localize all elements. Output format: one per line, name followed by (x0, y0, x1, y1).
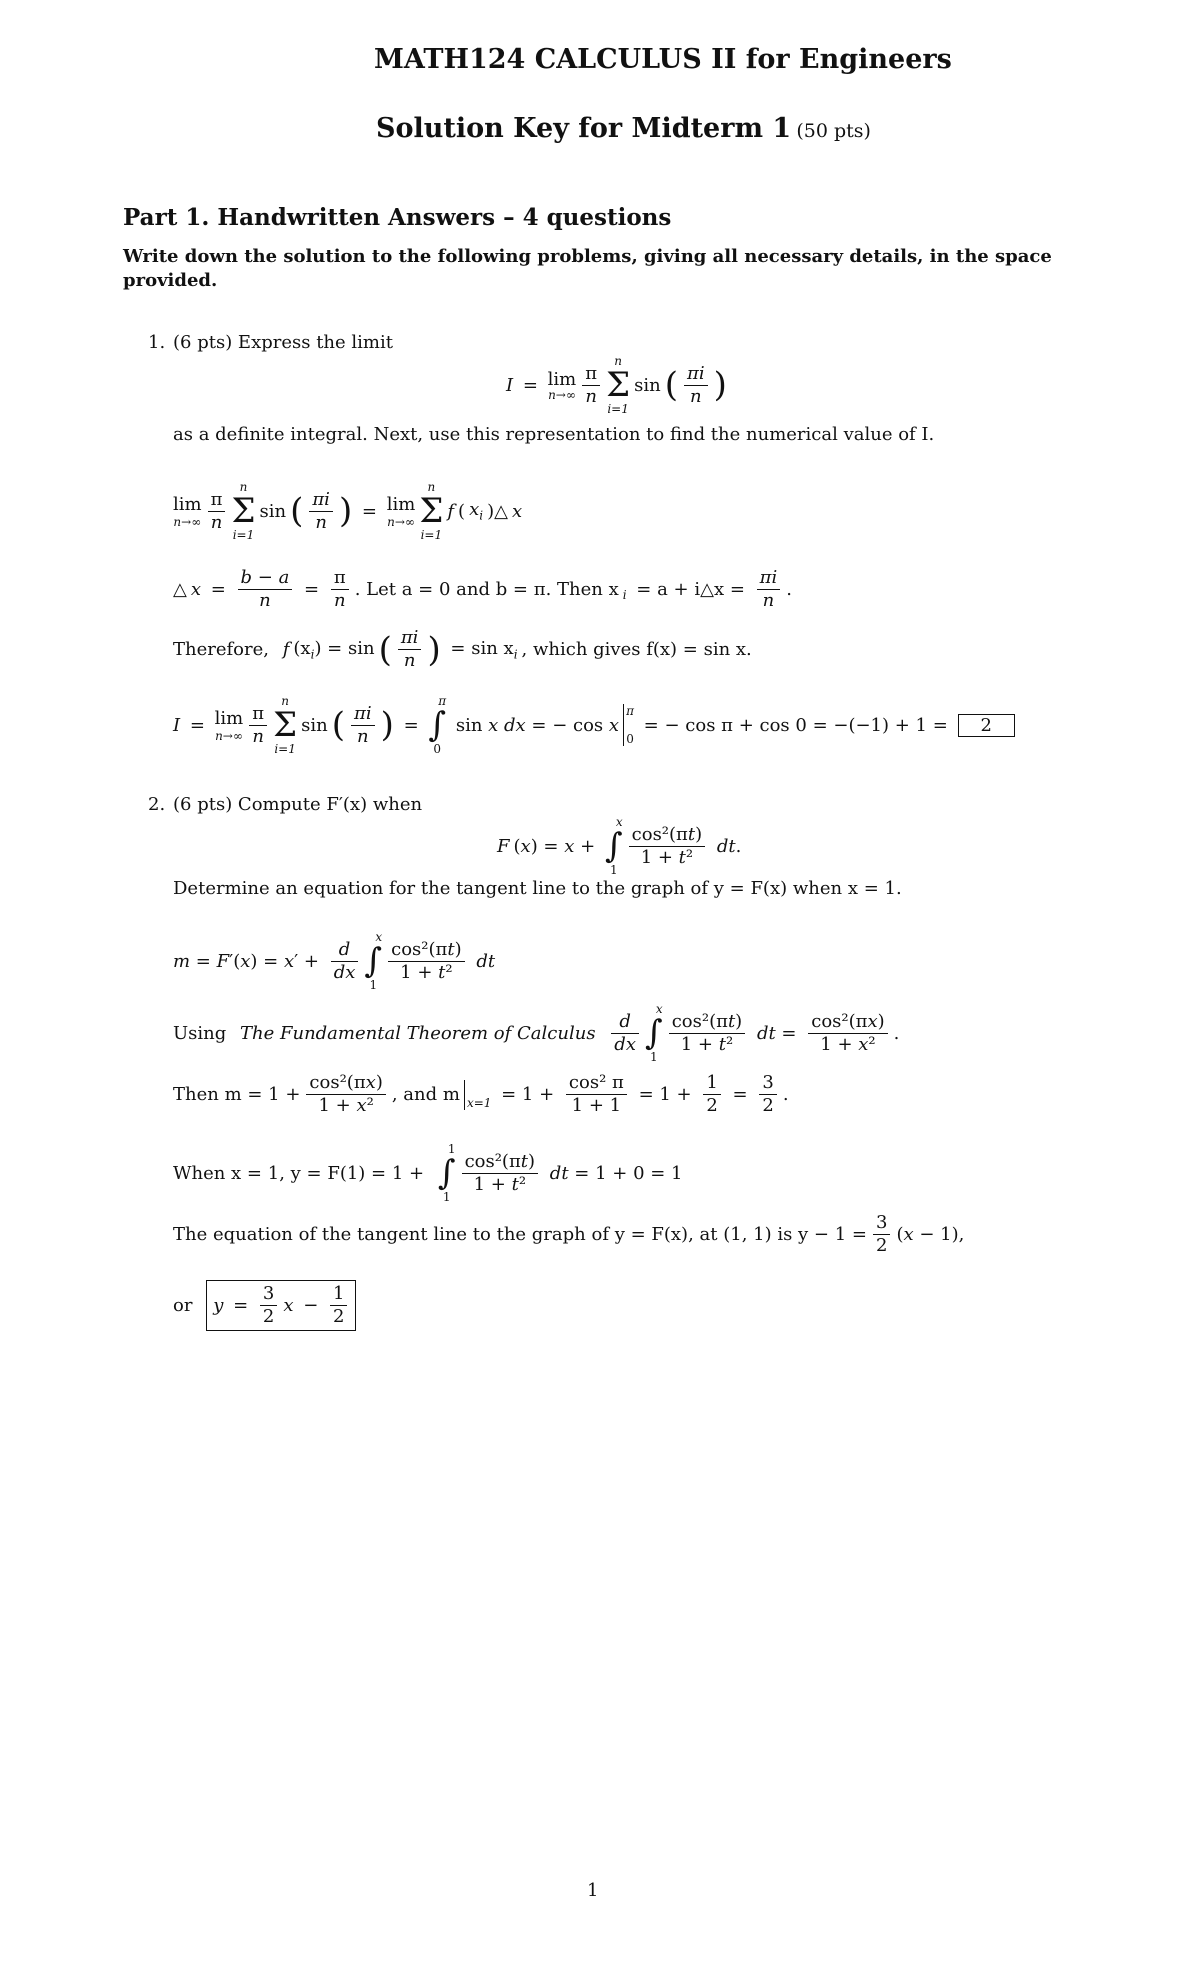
q1-let-text: . Let a = 0 and b = π. Then x (354, 579, 619, 600)
q2-and-m: , and m (391, 1084, 460, 1105)
q1-delta-x-line: △ x = $\frac{b - a}{n}$ = $\frac{\pi}{n}$ . Let a = 0 and b = π. Then x i = a + i△x = $\frac{\pi i}{n}$ . (173, 567, 792, 611)
q2-prompt: (6 pts) Compute F′(x) when (173, 794, 423, 815)
q2-follow: Determine an equation for the tangent line to the graph of y = F(x) when x = 1. (173, 878, 902, 899)
q2-tangent: The equation of the tangent line to the graph of y = F(x), at (1, 1) is y − 1 = (173, 1224, 867, 1245)
q2-using: Using (173, 1022, 227, 1044)
page-number: 1 (587, 1880, 599, 1901)
part-instructions: Write down the solution to the following problems, giving all necessary details, in the space provided. (123, 246, 1052, 291)
q2-final-answer-line (173, 1280, 356, 1331)
q1-therefore: Therefore, (173, 639, 269, 660)
q2-number: 2. (148, 794, 166, 815)
q1-evaluation-line: I = lim n→∞ $\frac{\pi}{n}$ n Σ i=1 sin ( $\frac{\pi i}{n}$ ) = π ∫ 0 sin x dx = − cos x π 0 = − cos π + cos 0 = −(−1) + 1 = 2 (173, 694, 1015, 756)
part-heading: Part 1. Handwritten Answers – 4 questions (123, 204, 672, 231)
subtitle-row (376, 113, 871, 144)
points-label: (50 pts) (796, 120, 871, 142)
q2-theorem-name: The Fundamental Theorem of Calculus (240, 1022, 596, 1044)
q1-limit-expression: I = lim n→∞ $\frac{\pi}{n}$ n Σ i=1 sin ( $\frac{\pi i}{n}$ ) (506, 354, 727, 416)
course-title: MATH124 CALCULUS II for Engineers (374, 44, 952, 75)
q1-prompt: (6 pts) Express the limit (173, 332, 393, 353)
q2-when: When x = 1, y = F(1) = 1 + (173, 1162, 425, 1184)
q1-riemann-equality: lim n→∞ $\frac{\pi}{n}$ n Σ i=1 sin ( $\frac{\pi i}{n}$ ) = lim n→∞ n Σ i=1 f ( $x_i$ )△ x (173, 480, 523, 542)
q1-therefore-line: Therefore, f $(x_i) = \sin$ ( $\frac{\pi i}{n}$ ) = $\sin x_i$ , which gives f(x) = sin x. (173, 627, 752, 671)
q2-ftc-line: Using The Fundamental Theorem of Calculus $\frac{d}{dx}$ x ∫ 1 $\frac{\text{cos²(πt)}}{\text{1 + t²}}$ dt = $\frac{\text{cos²(πx)}}{\text{1 + x²}}$ . (173, 1002, 900, 1064)
q2-then: Then m = 1 + (173, 1084, 301, 1105)
q2-tangent-line: The equation of the tangent line to the graph of y = F(x), at (1, 1) is y − 1 = $\frac{3}{2}$ (x − 1), (173, 1212, 965, 1256)
q1-answer-box: 2 (958, 714, 1015, 737)
q2-or: or (173, 1295, 193, 1316)
q2-answer-box: y = $\frac{3}{2}$ x − $\frac{1}{2}$ (206, 1280, 356, 1331)
q1-number: 1. (148, 332, 166, 353)
q2-derivative-line: m = F′(x) = x′ + $\frac{d}{dx}$ x ∫ 1 $\frac{\text{cos²(πt)}}{\text{1 + t²}}$ dt (173, 930, 496, 992)
q1-which-gives: , which gives f(x) = sin x. (521, 639, 752, 660)
q1-follow: as a definite integral. Next, use this representation to find the numerical value of I. (173, 424, 935, 445)
q2-function-definition: F (x) = x + x ∫ 1 $\frac{\text{cos²(πt)}}{\text{1 + t²}}$ dt. (497, 815, 742, 877)
subtitle: Solution Key for Midterm 1 (376, 113, 792, 144)
q2-point-line: When x = 1, y = F(1) = 1 + 1 ∫ 1 $\frac{\text{cos²(πt)}}{\text{1 + t²}}$ dt = 1 + 0 = 1 (173, 1142, 683, 1204)
q2-slope-line: Then m = 1 + $\frac{\text{cos²(πx)}}{\text{1 + x²}}$ , and m x=1 = 1 + $\frac{\text{cos² π}}{1 + 1}$ = 1 + $\frac{1}{2}$ = $\frac{3}{2}$ . (173, 1072, 789, 1116)
